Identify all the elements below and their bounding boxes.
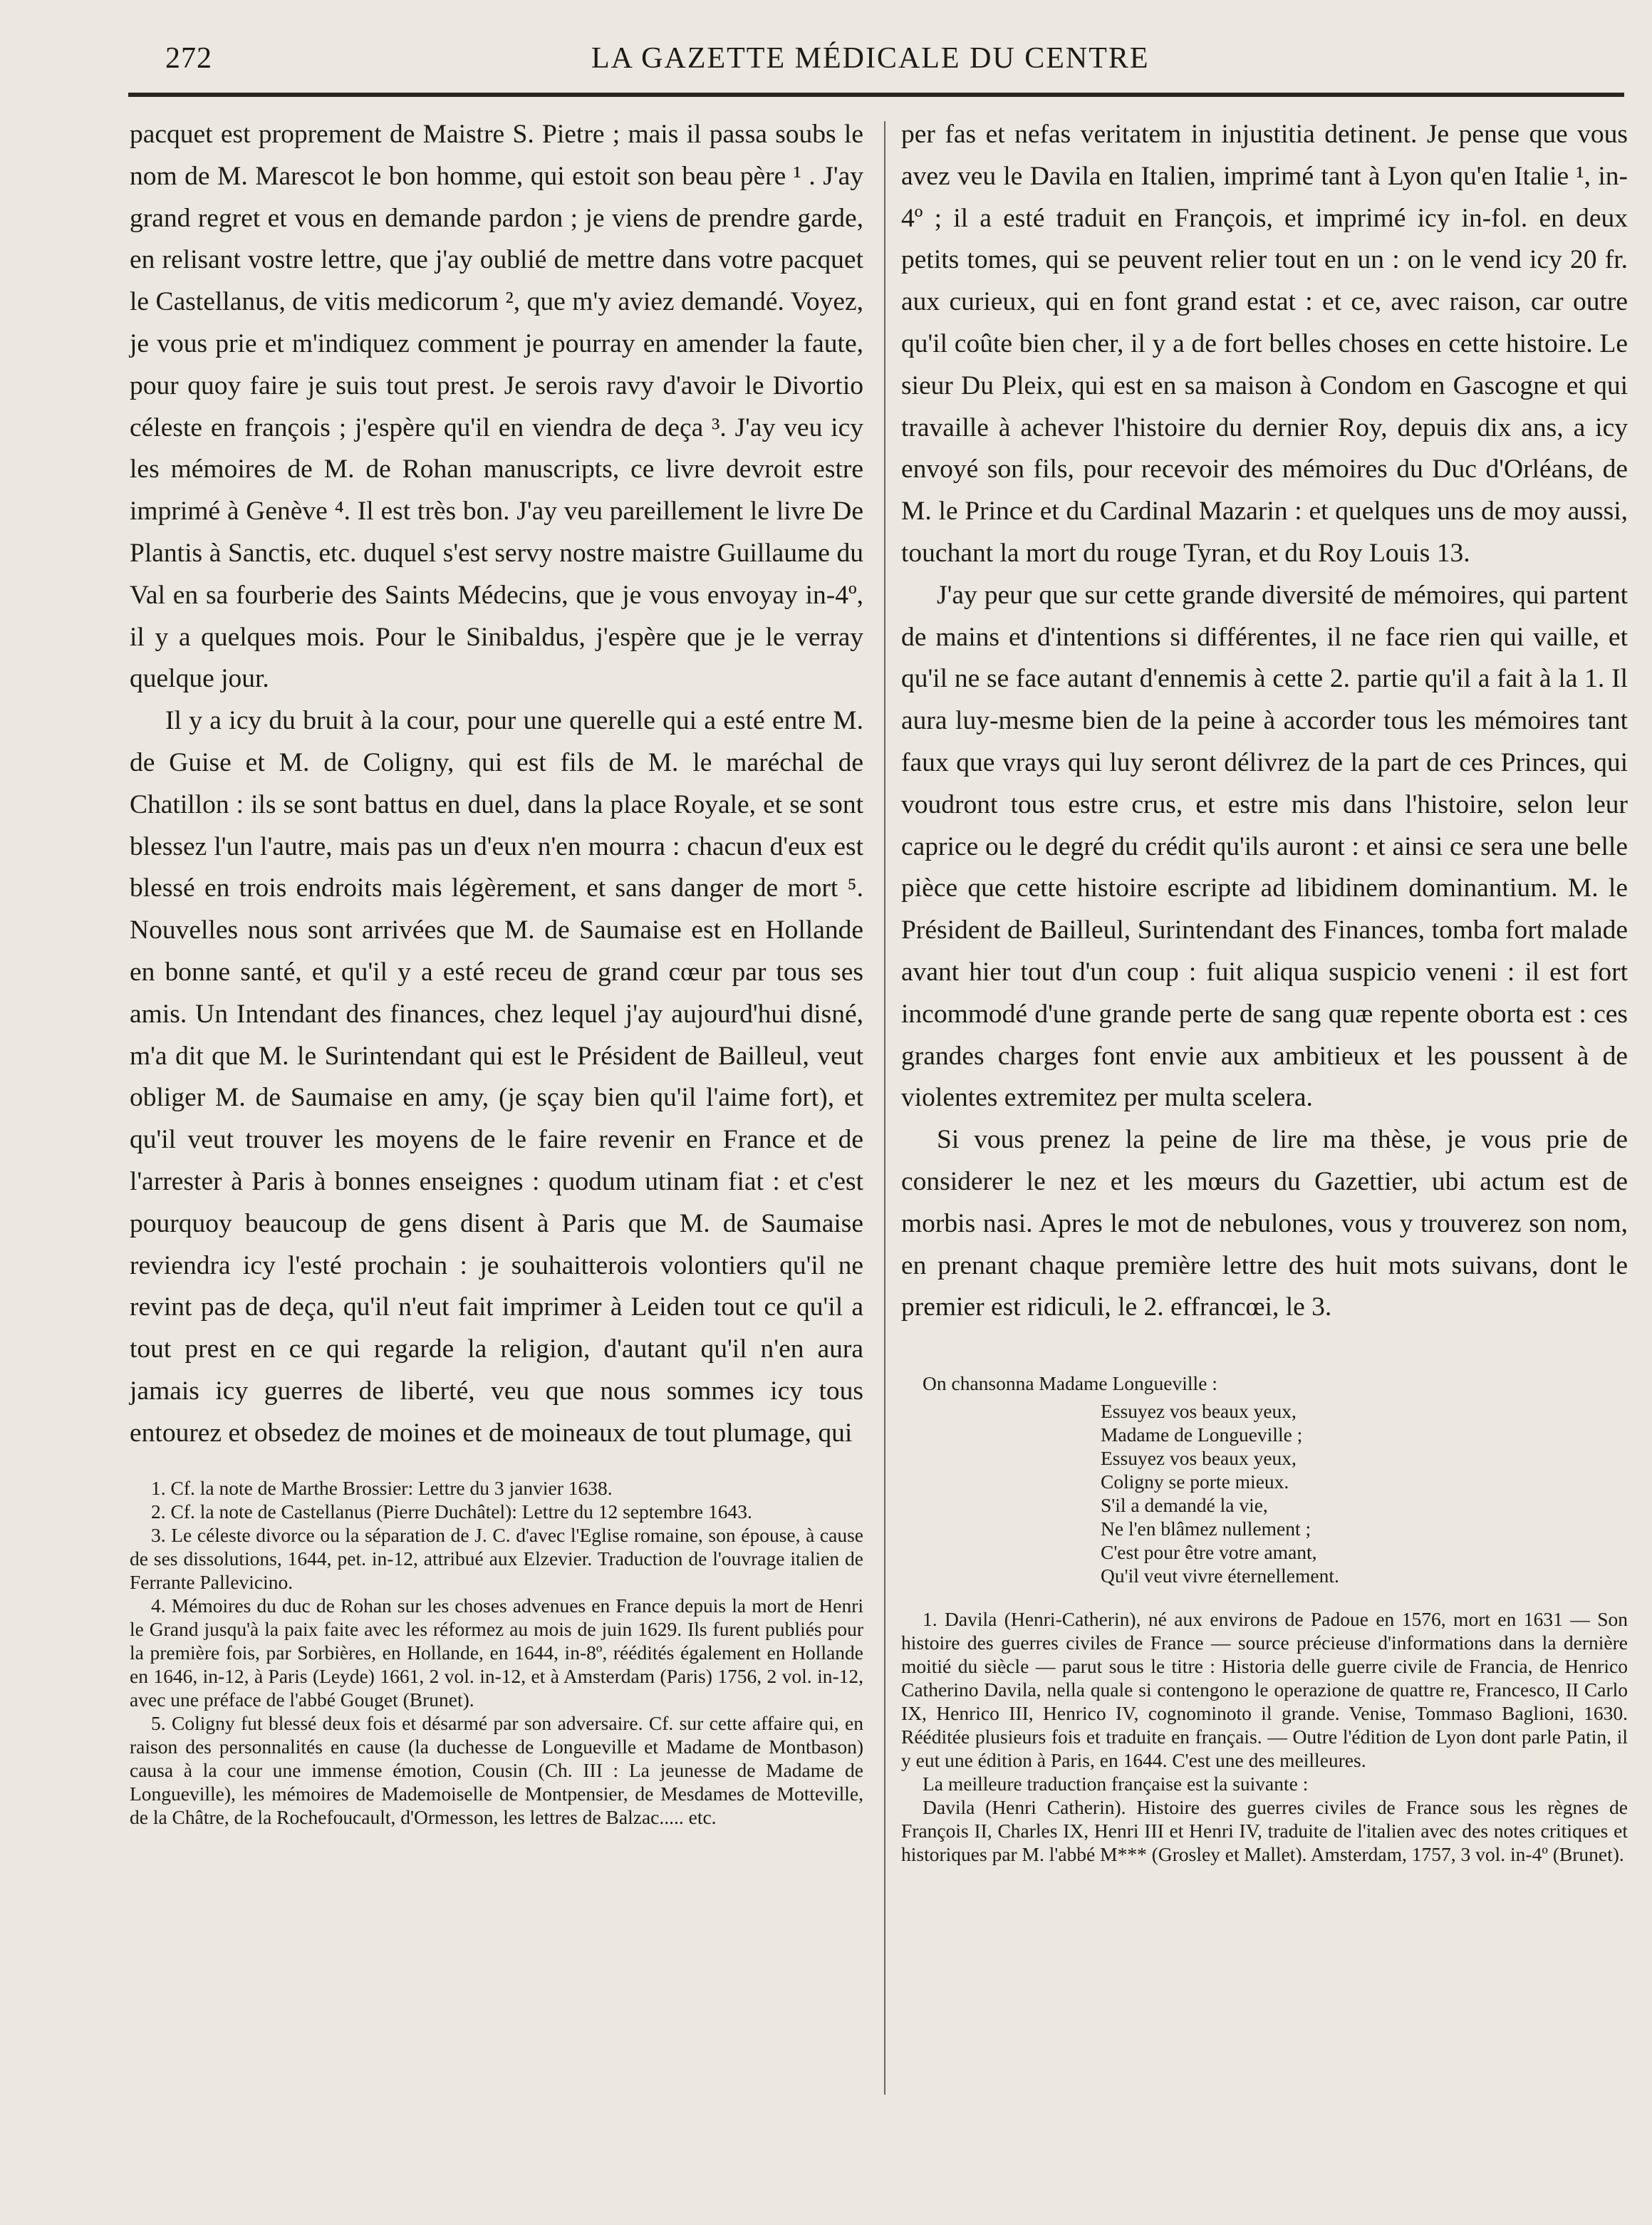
page-number: 272 [165,42,212,75]
poem-line: Madame de Longueville ; [1101,1423,1303,1446]
poem-line: C'est pour être votre amant, [1101,1541,1317,1564]
right-paragraph: Si vous prenez la peine de lire ma thèse, je vous prie de considerer le nez et les mœurs du Gazettier, ubi actum est de morbis nasi. Apres le mot de nebulones, vous y trouverez son nom, en prenant chaque première lettre des huit mots suivans, dont le premier est ridiculi, le 2. effrancœi, le 3. [901,1125,1628,1322]
footnote: Davila (Henri Catherin). Histoire des guerres civiles de France sous les règnes de François II, Charles IX, Henri III et Henri IV, traduite de l'italien avec des notes critiques et historiques par M. l'abbé M*** (Grosley et Mallet). Amsterdam, 1757, 3 vol. in-4º (Brunet). [901,1796,1628,1866]
footnote: 4. Mémoires du duc de Rohan sur les choses advenues en France depuis la mort de Henri le Grand jusqu'à la paix faite avec les réformez au mois de juin 1629. Ils furent publiés pour la première fois, par Sorbières, en Hollande, en 1644, in-8º, réédités également en Hollande en 1646, in-12, à Paris (Leyde) 1661, 2 vol. in-12, et à Amsterdam (Paris) 1756, 2 vol. in-12, avec une préface de l'abbé Gouget (Brunet). [130,1594,863,1711]
footnote: 2. Cf. la note de Castellanus (Pierre Duchâtel): Lettre du 12 septembre 1643. [151,1500,752,1523]
footnote: 1. Cf. la note de Marthe Brossier: Lettre du 3 janvier 1638. [151,1476,613,1499]
right-paragraph: J'ay peur que sur cette grande diversité de mémoires, qui partent de mains et d'intentions si différentes, il ne face rien qui vaille, et qu'il ne se face autant d'ennemis à cette 2. partie qu'il a fait à la 1. Il aura luy-mesme bien de la peine à accorder tous les mémoires tant faux que vrays qui luy seront délivrez de la part de ces Princes, qui voudront tous estre crus, et estre mis dans l'histoire, selon leur caprice ou le degré du crédit qu'ils auront : et ainsi ce sera une belle pièce que cette histoire escripte ad libidinem dominantium. M. le Président de Bailleul, Surintendant des Finances, tomba fort malade avant hier tout d'un coup : fuit aliqua suspicio veneni : il est fort incommodé d'une grande perte de sang quæ repente oborta est : ces grandes charges font envie aux ambitieux et les poussent à de violentes extremitez per multa scelera. [901,580,1628,1113]
poem-intro: On chansonna Madame Longueville : [923,1372,1217,1395]
right-column [901,114,1628,1866]
poem-line: Ne l'en blâmez nullement ; [1101,1518,1311,1540]
footnote: La meilleure traduction française est la suivante : [923,1773,1309,1795]
poem [1101,1399,1628,1587]
poem-line: Essuyez vos beaux yeux, [1101,1447,1297,1470]
footnote: 1. Davila (Henri-Catherin), né aux environs de Padoue en 1576, mort en 1631 — Son histoire des guerres civiles de France — source précieuse d'informations dans la dernière moitié du siècle — parut sous le titre : Historia delle guerre civile de Francia, de Henrico Catherino Davila, nella quale si contengono le operazione de quattre re, Francesco, II Carlo IX, Henrico III, Henrico IV, cognominoto il grande. Venise, Tommaso Baglioni, 1630. Rééditée plusieurs fois et traduite en français. — Outre l'édition de Lyon dont parle Patin, il y eut une édition à Paris, en 1644. C'est une des meilleures. [901,1608,1628,1772]
poem-line: Coligny se porte mieux. [1101,1471,1289,1493]
poem-line: S'il a demandé la vie, [1101,1494,1268,1517]
poem-line: Essuyez vos beaux yeux, [1101,1400,1297,1423]
left-column [130,114,863,1829]
poem-line: Qu'il veut vivre éternellement. [1101,1565,1339,1587]
right-footnotes [901,1607,1628,1866]
column-divider [884,121,885,2095]
footnote: 3. Le céleste divorce ou la séparation de J. C. d'avec l'Eglise romaine, son épouse, à cause de ses dissolutions, 1644, pet. in-12, attribué aux Elzevier. Traduction de l'ouvrage italien de Ferrante Pallevicino. [130,1523,863,1593]
right-paragraph: per fas et nefas veritatem in injustitia detinent. Je pense que vous avez veu le Davila en Italien, imprimé tant à Lyon qu'en Italie ¹, in-4º ; il a esté traduit en François, et imprimé icy in-fol. en deux petits tomes, qui se peuvent relier tout en un : on le vend icy 20 fr. aux curieux, qui en font grand estat : et ce, avec raison, car outre qu'il coûte bien cher, il y a de fort belles choses en cette histoire. Le sieur Du Pleix, qui est en sa maison à Condom en Gascogne et qui travaille à achever l'histoire du dernier Roy, depuis dix ans, a icy envoyé son fils, pour recevoir des mémoires du Duc d'Orléans, de M. le Prince et du Cardinal Mazarin : et quelques uns de moy aussi, touchant la mort du rouge Tyran, et du Roy Louis 13. [901,120,1628,568]
left-paragraph: Il y a icy du bruit à la cour, pour une querelle qui a esté entre M. de Guise et M. de Coligny, qui est fils de M. le maréchal de Chatillon : ils se sont battus en duel, dans la place Royale, et se sont blessez l'un l'autre, mais pas un d'eux n'en mourra : chacun d'eux est blessé en trois endroits mais légèrement, et sans danger de mort ⁵. Nouvelles nous sont arrivées que M. de Saumaise est en Hollande en bonne santé, et qu'il y a esté receu de grand cœur par tous ses amis. Un Intendant des finances, chez lequel j'ay aujourd'hui disné, m'a dit que M. le Surintendant qui est le Président de Bailleul, veut obliger M. de Saumaise en amy, (je sçay bien qu'il l'aime fort), et qu'il veut trouver les moyens de le faire revenir en France et de l'arrester à Paris à bonnes enseignes : quodum utinam fiat : et c'est pourquoy beaucoup de gens disent à Paris que M. de Saumaise reviendra icy l'esté prochain : je souhaitterois volontiers qu'il ne revint pas de deça, qu'il n'eut fait imprimer à Leiden tout ce qu'il a tout prest en ce qui regarde la religion, d'autant qu'il n'en aura jamais icy guerres de liberté, veu que nous sommes icy tous entourez et obsedez de moines et de moineaux de tout plumage, qui [130,706,863,1448]
header-rule [128,93,1624,97]
left-paragraph: pacquet est proprement de Maistre S. Pietre ; mais il passa soubs le nom de M. Marescot le bon homme, qui estoit son beau père ¹ . J'ay grand regret et vous en demande pardon ; je viens de prendre garde, en relisant vostre lettre, que j'ay oublié de mettre dans votre pacquet le Castellanus, de vitis medicorum ², que m'y aviez demandé. Voyez, je vous prie et m'indiquez comment je pourray en amender la faute, pour quoy faire je suis tout prest. Je serois ravy d'avoir le Divortio céleste en françois ; j'espère qu'il en viendra de deça ³. J'ay veu icy les mémoires de M. de Rohan manuscripts, ce livre devroit estre imprimé à Genève ⁴. Il est très bon. J'ay veu pareillement le livre De Plantis à Sanctis, etc. duquel s'est servy nostre maistre Guillaume du Val en sa fourberie des Saints Médecins, que je vous envoyay in-4º, il y a quelques mois. Pour le Sinibaldus, j'espère que je le verray quelque jour. [130,120,863,694]
footnote: 5. Coligny fut blessé deux fois et désarmé par son adversaire. Cf. sur cette affaire qui, en raison des personnalités en cause (la duchesse de Longueville et Madame de Montbason) causa à la cour une immense émotion, Cousin (Ch. III : La jeunesse de Madame de Longueville), les mémoires de Mademoiselle de Montpensier, de Mesdames de Motteville, de la Châtre, de la Rochefoucault, d'Ormesson, les lettres de Balzac..... etc. [130,1711,863,1828]
running-title: LA GAZETTE MÉDICALE DU CENTRE [591,42,1150,75]
left-footnotes [130,1476,863,1829]
